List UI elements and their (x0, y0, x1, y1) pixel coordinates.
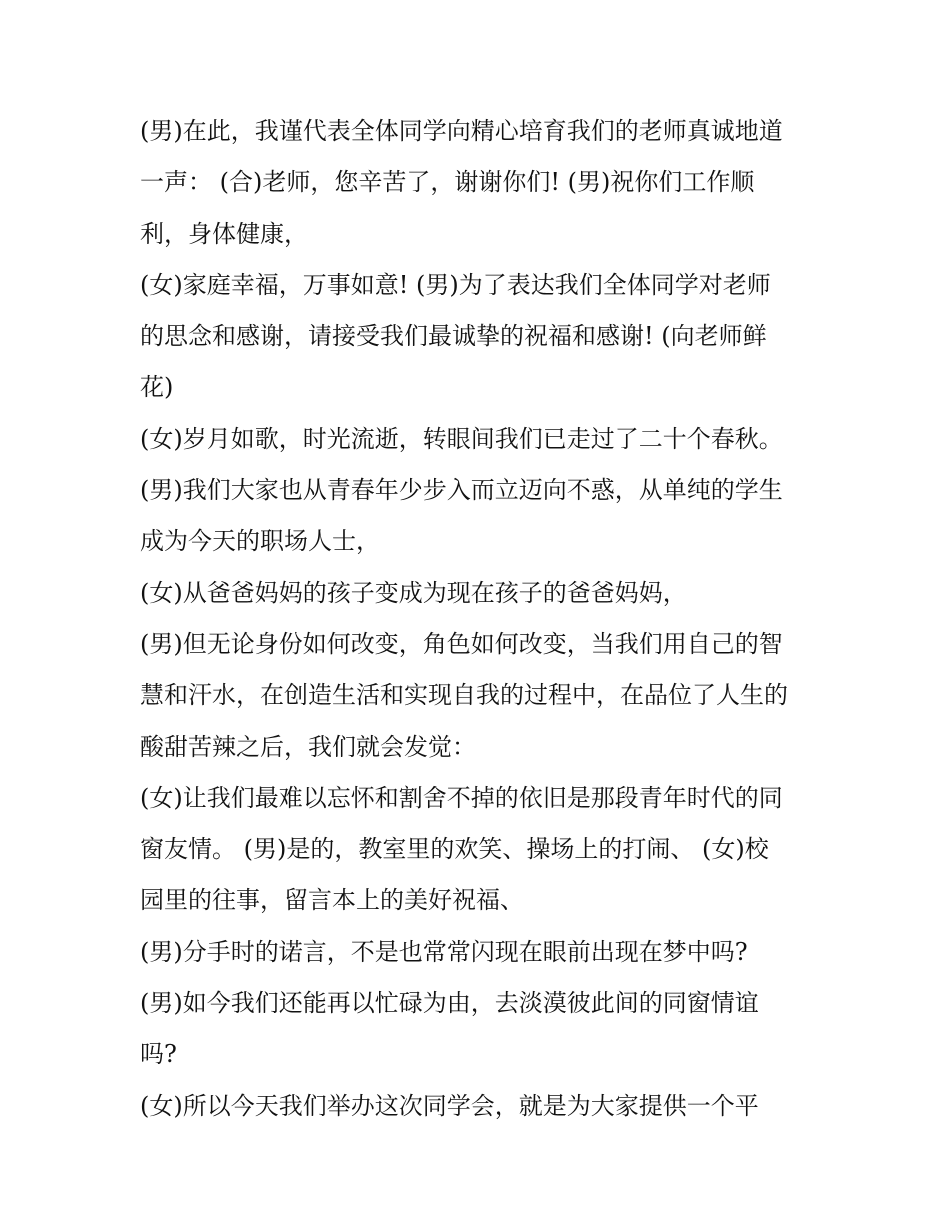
text-line: 酸甜苦辣之后，我们就会发觉： (140, 732, 476, 761)
text-line: (女)岁月如歌，时光流逝，转眼间我们已走过了二十个春秋。 (140, 424, 783, 453)
text-line: 的思念和感谢，请接受我们最诚挚的祝福和感谢! (向老师鲜 (140, 322, 767, 351)
text-line: (女)从爸爸妈妈的孩子变成为现在孩子的爸爸妈妈， (140, 578, 687, 607)
text-line: 利，身体健康， (140, 219, 308, 248)
text-line: 吗? (140, 1040, 177, 1069)
text-line: (男)但无论身份如何改变，角色如何改变，当我们用自己的智 (140, 629, 783, 658)
text-line: 慧和汗水，在创造生活和实现自我的过程中，在品位了人生的 (140, 681, 788, 710)
text-line: (男)我们大家也从青春年少步入而立迈向不惑，从单纯的学生 (140, 476, 783, 505)
document-body (140, 106, 830, 1132)
text-line: 一声： (合)老师，您辛苦了，谢谢你们! (男)祝你们工作顺 (140, 168, 755, 197)
text-line: 园里的往事，留言本上的美好祝福、 (140, 886, 524, 915)
text-line: (女)让我们最难以忘怀和割舍不掉的依旧是那段青年时代的同 (140, 783, 783, 812)
text-line: 成为今天的职场人士， (140, 527, 380, 556)
text-line: (男)分手时的诺言，不是也常常闪现在眼前出现在梦中吗? (140, 937, 748, 966)
text-line: 花) (140, 373, 174, 402)
text-line: (男)如今我们还能再以忙碌为由，去淡漠彼此间的同窗情谊 (140, 989, 759, 1018)
text-line: (女)家庭幸福，万事如意! (男)为了表达我们全体同学对老师 (140, 270, 771, 299)
text-line: 窗友情。 (男)是的，教室里的欢笑、操场上的打闹、 (女)校 (140, 835, 769, 864)
text-line: (男)在此，我谨代表全体同学向精心培育我们的老师真诚地道 (140, 117, 783, 145)
text-line: (女)所以今天我们举办这次同学会，就是为大家提供一个平 (140, 1091, 759, 1120)
